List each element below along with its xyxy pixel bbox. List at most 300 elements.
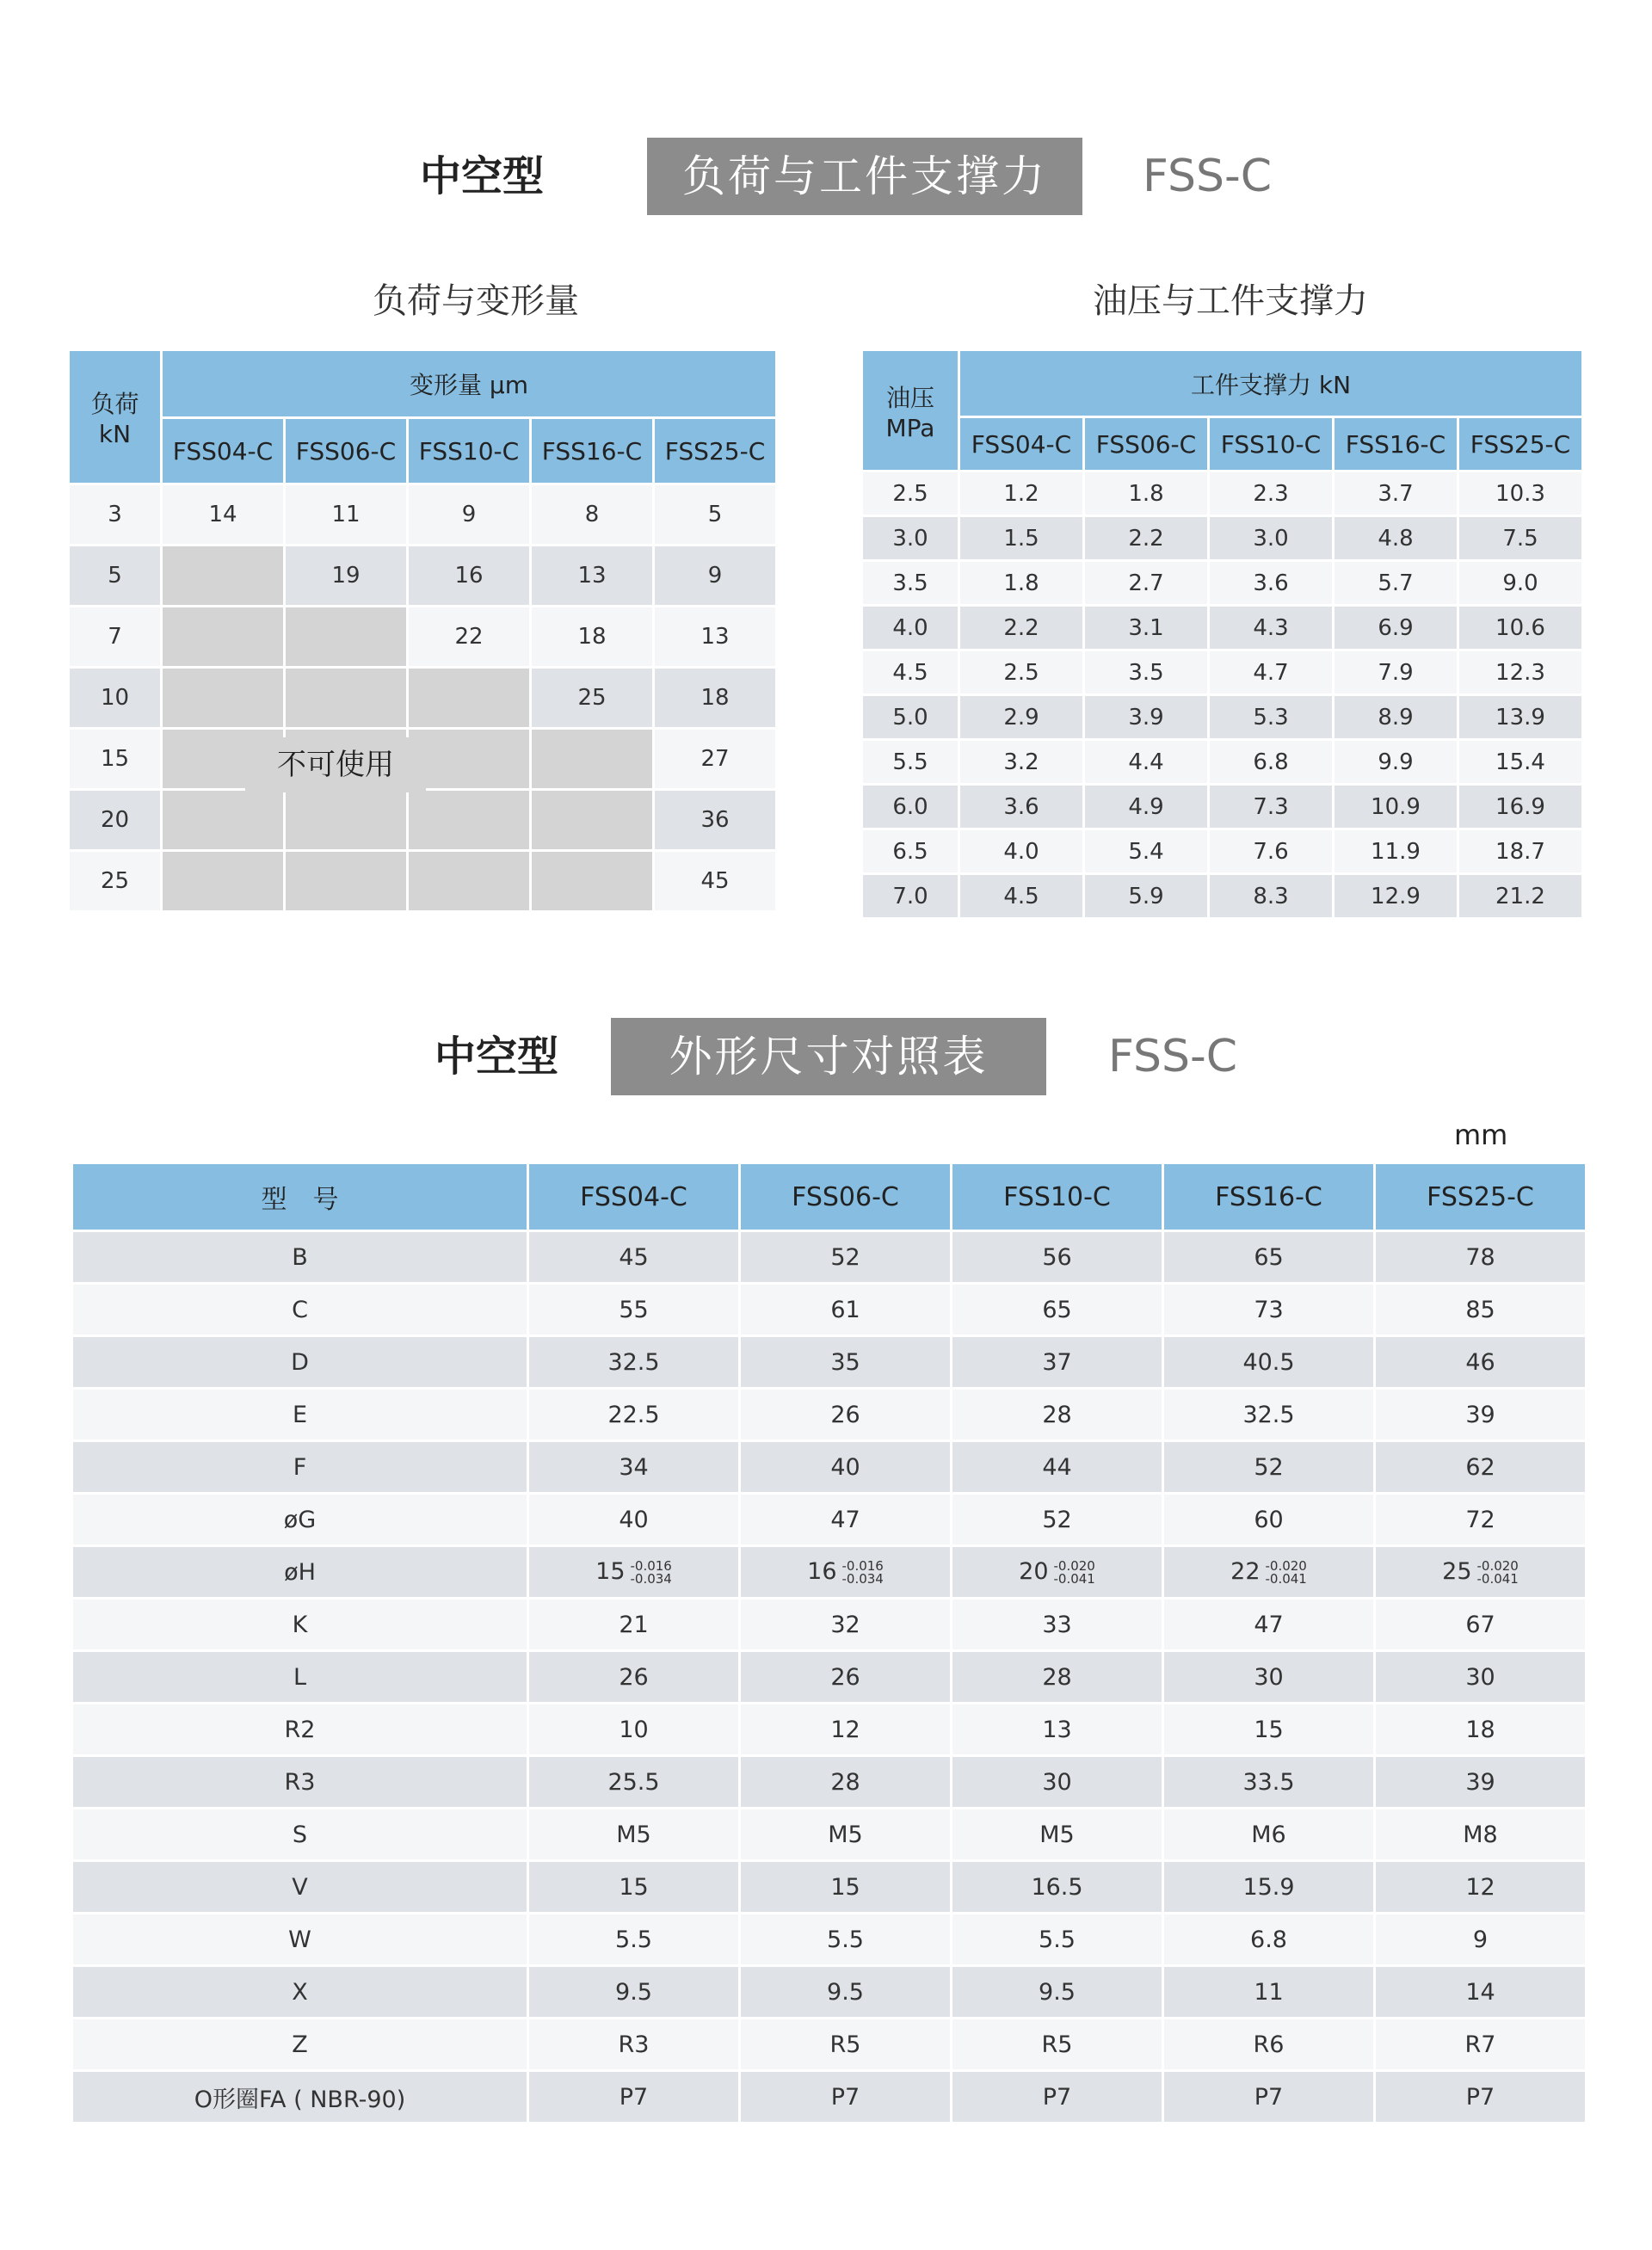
dimension-number: 39 (1465, 1401, 1495, 1428)
dimension-value (740, 1546, 952, 1599)
dimension-value (1375, 1389, 1587, 1441)
unusable-cell (531, 729, 654, 790)
table-row (72, 1861, 1587, 1914)
force-value: 2.7 (1084, 561, 1209, 606)
dimension-number: 11 (1254, 1978, 1284, 2006)
section2-title (0, 1018, 1652, 1095)
dimension-number: 12 (830, 1716, 860, 1743)
dimension-number: 52 (1042, 1506, 1072, 1533)
dimension-number: 15 (619, 1873, 649, 1901)
load-header (69, 350, 162, 484)
dimension-number: 22 (1230, 1558, 1261, 1586)
force-group-header: 工件支撑力 kN (959, 350, 1583, 417)
dimension-value (528, 1494, 740, 1546)
dimension-number: 28 (1042, 1663, 1072, 1691)
dimension-number: P7 (1254, 2083, 1284, 2111)
dimension-number: 46 (1465, 1348, 1495, 1376)
dimension-label: R2 (72, 1704, 528, 1756)
table-row (69, 851, 777, 912)
force-value: 16.9 (1458, 785, 1583, 829)
dimension-value (740, 1599, 952, 1651)
force-value: 4.3 (1209, 606, 1334, 650)
dimension-number: 44 (1042, 1453, 1072, 1481)
table-row (72, 1231, 1587, 1284)
force-value: 7.9 (1334, 650, 1458, 695)
dimension-number: 40 (619, 1506, 649, 1533)
dimension-number: 26 (830, 1401, 860, 1428)
dimension-number: 5.5 (1039, 1926, 1076, 1953)
deformation-value: 45 (654, 851, 777, 912)
tolerance-lower: -0.034 (841, 1570, 884, 1587)
dimension-value (1375, 1809, 1587, 1861)
dimension-value (1163, 1651, 1375, 1704)
pressure-value: 3.5 (862, 561, 959, 606)
table-row (69, 484, 777, 546)
force-value: 4.7 (1209, 650, 1334, 695)
force-value: 6.9 (1334, 606, 1458, 650)
force-value: 11.9 (1334, 829, 1458, 874)
force-value: 5.3 (1209, 695, 1334, 740)
dimension-number: 12 (1465, 1873, 1495, 1901)
model-header: 型 号 (72, 1163, 528, 1231)
force-value: 3.9 (1084, 695, 1209, 740)
tolerance-upper: -0.020 (1053, 1557, 1095, 1574)
dimension-value (1375, 1599, 1587, 1651)
dimension-value (1163, 1336, 1375, 1389)
dimension-value (528, 1389, 740, 1441)
dimension-value (740, 1966, 952, 2019)
table-row (862, 516, 1583, 561)
model-column-header: FSS06-C (285, 418, 408, 484)
dimension-label: X (72, 1966, 528, 2019)
unusable-cell (408, 668, 531, 729)
dimension-number: 33.5 (1242, 1768, 1295, 1796)
model-column-header: FSS16-C (1163, 1163, 1375, 1231)
dimension-value (952, 1494, 1163, 1546)
pressure-value: 3.0 (862, 516, 959, 561)
dimension-number: 56 (1042, 1243, 1072, 1271)
dimension-value (1375, 1861, 1587, 1914)
model-column-header: FSS25-C (1458, 417, 1583, 472)
table-row (862, 829, 1583, 874)
dimension-value (1375, 1651, 1587, 1704)
table-row (72, 1756, 1587, 1809)
section1-title (0, 138, 1652, 215)
tolerance-upper: -0.020 (1476, 1557, 1519, 1574)
dimension-number: 78 (1465, 1243, 1495, 1271)
section1-model-title: FSS-C (1143, 151, 1273, 202)
dimension-number: 9.5 (827, 1978, 864, 2006)
table-row (862, 785, 1583, 829)
dimension-value (952, 1284, 1163, 1336)
dimension-number: 18 (1465, 1716, 1495, 1743)
force-value: 18.7 (1458, 829, 1583, 874)
dimension-value (740, 1336, 952, 1389)
force-value: 21.2 (1458, 874, 1583, 919)
deformation-value: 18 (654, 668, 777, 729)
dimension-value (952, 1389, 1163, 1441)
table-row (72, 1389, 1587, 1441)
pressure-value: 6.0 (862, 785, 959, 829)
dimension-number: 65 (1254, 1243, 1284, 1271)
dimension-number: 28 (830, 1768, 860, 1796)
table-row (72, 1336, 1587, 1389)
pressure-value: 6.5 (862, 829, 959, 874)
unusable-cell (162, 790, 285, 851)
table-row (72, 1914, 1587, 1966)
deformation-value: 9 (654, 546, 777, 607)
dimension-value (1163, 1599, 1375, 1651)
dimension-number: 25 (1442, 1558, 1472, 1586)
dimension-value (1375, 1284, 1587, 1336)
deformation-value: 27 (654, 729, 777, 790)
dimension-value (952, 1336, 1163, 1389)
dimension-label: øH (72, 1546, 528, 1599)
dimension-value (1163, 1809, 1375, 1861)
dimension-number: M5 (828, 1821, 863, 1848)
dimension-number: P7 (830, 2083, 860, 2111)
force-value: 9.0 (1458, 561, 1583, 606)
deformation-value: 8 (531, 484, 654, 546)
dimension-number: P7 (1042, 2083, 1072, 2111)
tolerance-lower: -0.041 (1476, 1570, 1519, 1587)
dimension-value (1163, 1704, 1375, 1756)
dimension-value (740, 1704, 952, 1756)
dimension-value (740, 1231, 952, 1284)
model-column-header: FSS06-C (740, 1163, 952, 1231)
dimension-number: 15 (595, 1558, 626, 1586)
force-value: 1.8 (1084, 472, 1209, 516)
force-value: 5.9 (1084, 874, 1209, 919)
section1-box-title: 负荷与工件支撑力 (647, 138, 1082, 215)
model-column-header: FSS10-C (1209, 417, 1334, 472)
dimension-value (528, 2019, 740, 2071)
tolerance-upper: -0.016 (841, 1557, 884, 1574)
deformation-value: 11 (285, 484, 408, 546)
dimension-number: 9.5 (615, 1978, 652, 2006)
dimension-value (528, 1651, 740, 1704)
force-value: 2.2 (1084, 516, 1209, 561)
deformation-value: 18 (531, 607, 654, 668)
dimension-number: 21 (619, 1611, 649, 1638)
force-value: 3.0 (1209, 516, 1334, 561)
dimension-number: R5 (829, 2031, 861, 2058)
dimension-value (1375, 2019, 1587, 2071)
force-value: 4.4 (1084, 740, 1209, 785)
table-row (72, 2019, 1587, 2071)
model-column-header: FSS16-C (531, 418, 654, 484)
force-value: 1.8 (959, 561, 1084, 606)
table-row (69, 546, 777, 607)
dimension-label: L (72, 1651, 528, 1704)
unusable-cell (408, 790, 531, 851)
force-value: 4.0 (959, 829, 1084, 874)
table-row (72, 1599, 1587, 1651)
dimension-number: R3 (618, 2031, 650, 2058)
dimension-number: 45 (619, 1243, 649, 1271)
force-value: 7.3 (1209, 785, 1334, 829)
dimension-number: 67 (1465, 1611, 1495, 1638)
load-header-label: 负荷 (90, 390, 139, 418)
table-row (72, 1704, 1587, 1756)
table-row (69, 790, 777, 851)
unusable-label: 不可使用 (245, 737, 426, 792)
deformation-value: 13 (654, 607, 777, 668)
dimension-value (528, 1599, 740, 1651)
dimension-value (740, 2019, 952, 2071)
model-column-header: FSS06-C (1084, 417, 1209, 472)
model-column-header: FSS04-C (959, 417, 1084, 472)
dimension-number: 47 (830, 1506, 860, 1533)
dimension-number: M5 (616, 1821, 651, 1848)
dimension-value (1163, 1284, 1375, 1336)
deformation-value: 22 (408, 607, 531, 668)
table-row (72, 1966, 1587, 2019)
dimension-value (528, 1546, 740, 1599)
load-value: 25 (69, 851, 162, 912)
load-value: 10 (69, 668, 162, 729)
dimension-number: R7 (1464, 2031, 1496, 2058)
model-column-header: FSS04-C (528, 1163, 740, 1231)
tolerance (630, 1557, 672, 1587)
dimension-number: 40.5 (1242, 1348, 1295, 1376)
unusable-cell (285, 851, 408, 912)
pressure-force-table (860, 348, 1584, 920)
unusable-cell (285, 668, 408, 729)
force-value: 10.3 (1458, 472, 1583, 516)
dimension-number: 35 (830, 1348, 860, 1376)
dimension-value (1375, 1231, 1587, 1284)
dimension-label: C (72, 1284, 528, 1336)
dimension-number: 40 (830, 1453, 860, 1481)
table-row (72, 1494, 1587, 1546)
model-column-header: FSS10-C (408, 418, 531, 484)
load-table-subtitle: 负荷与变形量 (373, 281, 579, 321)
load-value: 7 (69, 607, 162, 668)
dimension-number: 22.5 (607, 1401, 660, 1428)
table-row (69, 607, 777, 668)
load-header-unit: kN (98, 420, 132, 448)
load-value: 5 (69, 546, 162, 607)
dimension-value (1163, 1861, 1375, 1914)
dimension-value (952, 1704, 1163, 1756)
dimension-value (740, 1809, 952, 1861)
dimension-value (528, 1284, 740, 1336)
dimension-number: 30 (1465, 1663, 1495, 1691)
dimension-value (952, 2071, 1163, 2124)
dimension-number: R5 (1041, 2031, 1073, 2058)
dimension-value (740, 1389, 952, 1441)
dimension-value (740, 1441, 952, 1494)
dimension-value (952, 1809, 1163, 1861)
dimension-label: D (72, 1336, 528, 1389)
dimension-value (952, 1441, 1163, 1494)
dimension-number: 15 (830, 1873, 860, 1901)
model-column-header: FSS04-C (162, 418, 285, 484)
deformation-value: 14 (162, 484, 285, 546)
dimension-label: E (72, 1389, 528, 1441)
unusable-cell (285, 790, 408, 851)
dimension-value (952, 1231, 1163, 1284)
dimension-number: 28 (1042, 1401, 1072, 1428)
dimension-number: 34 (619, 1453, 649, 1481)
dimension-value (528, 1704, 740, 1756)
force-value: 9.9 (1334, 740, 1458, 785)
section2-left-title: 中空型 (435, 1033, 559, 1081)
deformation-group-header: 变形量 μm (162, 350, 777, 418)
dimension-label: V (72, 1861, 528, 1914)
dimension-value (1163, 2071, 1375, 2124)
force-value: 5.4 (1084, 829, 1209, 874)
pressure-value: 5.0 (862, 695, 959, 740)
dimension-label: F (72, 1441, 528, 1494)
dimension-value (952, 1599, 1163, 1651)
dimension-value (1163, 1966, 1375, 2019)
dimension-number: P7 (1465, 2083, 1495, 2111)
section1-left-title: 中空型 (420, 152, 545, 200)
dimension-value (528, 2071, 740, 2124)
dimension-value (528, 1966, 740, 2019)
dimension-number: 85 (1465, 1296, 1495, 1323)
deformation-value: 16 (408, 546, 531, 607)
dimension-value (528, 1861, 740, 1914)
dimension-number: 13 (1042, 1716, 1072, 1743)
dimension-label: W (72, 1914, 528, 1966)
load-deformation-table (67, 348, 778, 913)
unusable-cell (531, 790, 654, 851)
deformation-value: 36 (654, 790, 777, 851)
pressure-value: 7.0 (862, 874, 959, 919)
dimension-label: B (72, 1231, 528, 1284)
table-row (69, 668, 777, 729)
dimension-number: 39 (1465, 1768, 1495, 1796)
force-value: 15.4 (1458, 740, 1583, 785)
dimension-value (528, 1756, 740, 1809)
force-value: 2.2 (959, 606, 1084, 650)
unusable-cell (408, 851, 531, 912)
dimension-value (740, 1284, 952, 1336)
dimension-number: 20 (1019, 1558, 1049, 1586)
dimension-number: M6 (1251, 1821, 1286, 1848)
dimension-number: 32.5 (1242, 1401, 1295, 1428)
dimension-number: 52 (1254, 1453, 1284, 1481)
force-value: 13.9 (1458, 695, 1583, 740)
load-value: 15 (69, 729, 162, 790)
dimension-value (1163, 1231, 1375, 1284)
section2-model-title: FSS-C (1108, 1031, 1238, 1082)
force-value: 4.5 (959, 874, 1084, 919)
unusable-cell (162, 851, 285, 912)
dimension-value (1163, 1389, 1375, 1441)
dimension-label: Z (72, 2019, 528, 2071)
table-row (72, 1651, 1587, 1704)
dimension-number: 72 (1465, 1506, 1495, 1533)
dimension-value (1163, 1756, 1375, 1809)
dimension-value (1375, 1914, 1587, 1966)
dimension-number: 30 (1254, 1663, 1284, 1691)
dimension-number: 6.8 (1250, 1926, 1287, 1953)
dimension-value (740, 2071, 952, 2124)
tolerance (841, 1557, 884, 1587)
force-value: 7.6 (1209, 829, 1334, 874)
dimension-number: 73 (1254, 1296, 1284, 1323)
section2-box-title: 外形尺寸对照表 (611, 1018, 1046, 1095)
force-value: 10.6 (1458, 606, 1583, 650)
table-row (72, 1284, 1587, 1336)
dimension-number: 61 (830, 1296, 860, 1323)
dimension-number: 26 (619, 1663, 649, 1691)
dimension-value (1375, 2071, 1587, 2124)
force-value: 3.7 (1334, 472, 1458, 516)
force-value: 8.3 (1209, 874, 1334, 919)
table-row (862, 472, 1583, 516)
force-value: 2.5 (959, 650, 1084, 695)
dimension-number: 15 (1254, 1716, 1284, 1743)
force-value: 3.2 (959, 740, 1084, 785)
dimension-number: 16 (807, 1558, 837, 1586)
dimension-number: M8 (1463, 1821, 1498, 1848)
unusable-cell (162, 546, 285, 607)
dimension-value (1163, 1546, 1375, 1599)
pressure-value: 2.5 (862, 472, 959, 516)
force-value: 1.5 (959, 516, 1084, 561)
dimension-number: 14 (1465, 1978, 1495, 2006)
force-value: 3.6 (959, 785, 1084, 829)
dimension-table (71, 1162, 1587, 2124)
table-row (72, 2071, 1587, 2124)
load-value: 20 (69, 790, 162, 851)
unusable-cell (162, 607, 285, 668)
force-value: 6.8 (1209, 740, 1334, 785)
table-row (72, 1809, 1587, 1861)
dimension-value (1375, 1704, 1587, 1756)
tolerance (1053, 1557, 1095, 1587)
table-row (72, 1546, 1587, 1599)
pressure-header-label: 油压 (885, 383, 934, 412)
dimension-value (1163, 2019, 1375, 2071)
dimension-value (740, 1861, 952, 1914)
tolerance (1265, 1557, 1307, 1587)
deformation-value: 25 (531, 668, 654, 729)
unusable-cell (285, 607, 408, 668)
dimension-value (1163, 1441, 1375, 1494)
dimension-value (1375, 1441, 1587, 1494)
dimension-number: 52 (830, 1243, 860, 1271)
deformation-value: 19 (285, 546, 408, 607)
dimension-number: 5.5 (615, 1926, 652, 1953)
force-value: 3.1 (1084, 606, 1209, 650)
deformation-value: 13 (531, 546, 654, 607)
model-column-header: FSS10-C (952, 1163, 1163, 1231)
load-value: 3 (69, 484, 162, 546)
dimension-value (1375, 1336, 1587, 1389)
dimension-value (952, 1861, 1163, 1914)
tolerance-lower: -0.041 (1265, 1570, 1307, 1587)
dimension-value (740, 1914, 952, 1966)
dimension-value (740, 1494, 952, 1546)
pressure-value: 5.5 (862, 740, 959, 785)
tolerance (1476, 1557, 1519, 1587)
table-row (72, 1441, 1587, 1494)
dimension-value (952, 1914, 1163, 1966)
dimension-value (528, 1336, 740, 1389)
tolerance-upper: -0.016 (630, 1557, 672, 1574)
force-value: 10.9 (1334, 785, 1458, 829)
dimension-value (1375, 1546, 1587, 1599)
unit-label: mm (1454, 1119, 1508, 1151)
dimension-number: 15.9 (1242, 1873, 1295, 1901)
model-column-header: FSS16-C (1334, 417, 1458, 472)
